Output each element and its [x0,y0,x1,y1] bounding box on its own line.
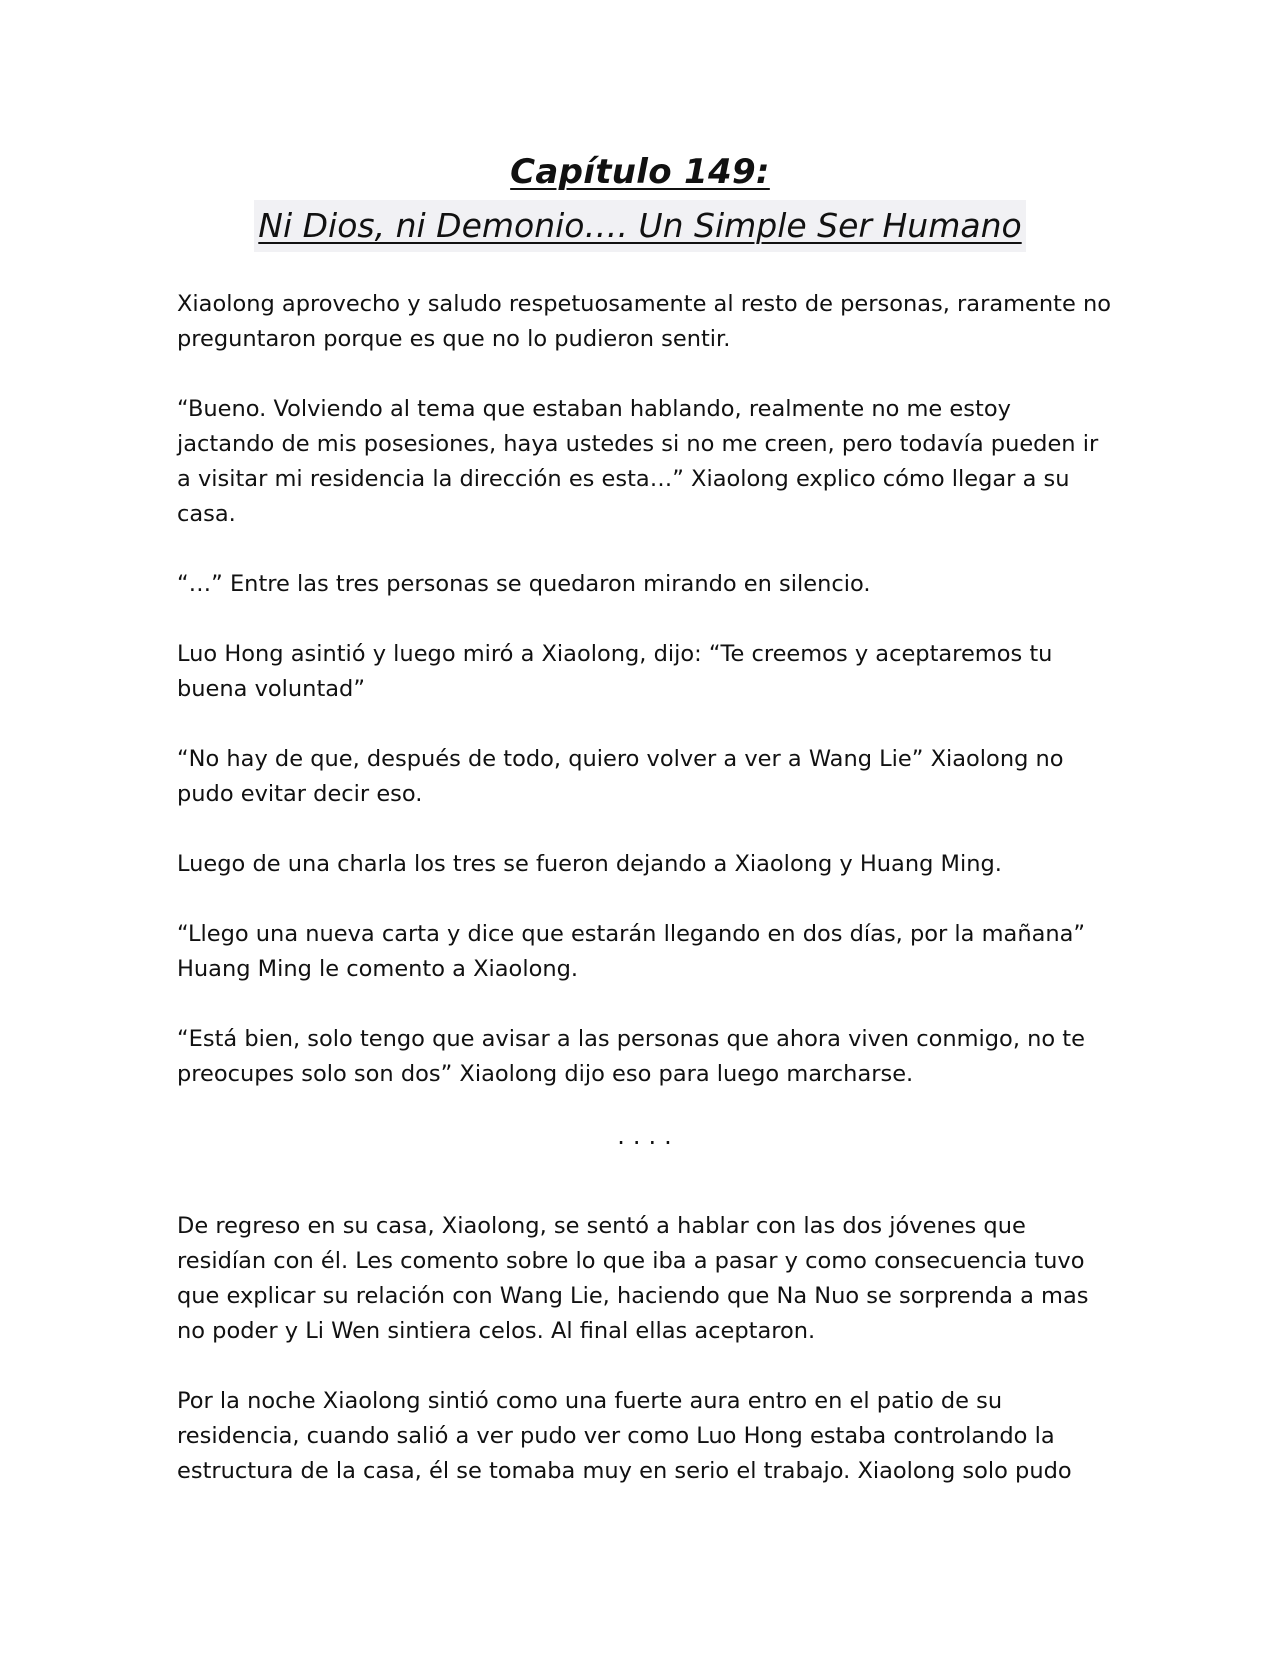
chapter-subtitle: Ni Dios, ni Demonio…. Un Simple Ser Humano [254,200,1025,252]
chapter-heading [0,146,1280,252]
paragraph: Por la noche Xiaolong sintió como una fuerte aura entro en el patio de su residencia, cuando salió a ver pudo ver como Luo Hong estaba controlando la estructura de la casa, él se tomaba muy en serio el trabajo. Xiaolong solo pudo [177,1388,1072,1484]
paragraph: Luego de una charla los tres se fueron dejando a Xiaolong y Huang Ming. [177,851,1002,877]
paragraph: De regreso en su casa, Xiaolong, se sentó a hablar con las dos jóvenes que residían con él. Les comento sobre lo que iba a pasar y como consecuencia tuvo que explicar su relación con Wang Lie, haciendo que Na Nuo se sorprenda a mas no poder y Li Wen sintiera celos. Al final ellas aceptaron. [177,1213,1089,1344]
paragraph: Xiaolong aprovecho y saludo respetuosamente al resto de personas, raramente no preguntaron porque es que no lo pudieron sentir. [177,291,1111,352]
chapter-title: Capítulo 149: [510,152,770,192]
paragraph: “Está bien, solo tengo que avisar a las personas que ahora viven conmigo, no te preocupes solo son dos” Xiaolong dijo eso para luego marcharse. [177,1026,1085,1087]
paragraph: “…” Entre las tres personas se quedaron mirando en silencio. [177,571,871,597]
paragraph: Luo Hong asintió y luego miró a Xiaolong, dijo: “Te creemos y aceptaremos tu buena voluntad” [177,641,1053,702]
section-separator: .... [617,1122,680,1150]
paragraph: “Llego una nueva carta y dice que estarán llegando en dos días, por la mañana” Huang Ming le comento a Xiaolong. [177,921,1086,982]
paragraph: “Bueno. Volviendo al tema que estaban hablando, realmente no me estoy jactando de mis posesiones, haya ustedes si no me creen, pero todavía pueden ir a visitar mi residencia la dirección es esta…” Xiaolong explico cómo llegar a su casa. [177,396,1099,527]
chapter-body [177,287,1112,1489]
paragraph: “No hay de que, después de todo, quiero volver a ver a Wang Lie” Xiaolong no pudo evitar decir eso. [177,746,1064,807]
